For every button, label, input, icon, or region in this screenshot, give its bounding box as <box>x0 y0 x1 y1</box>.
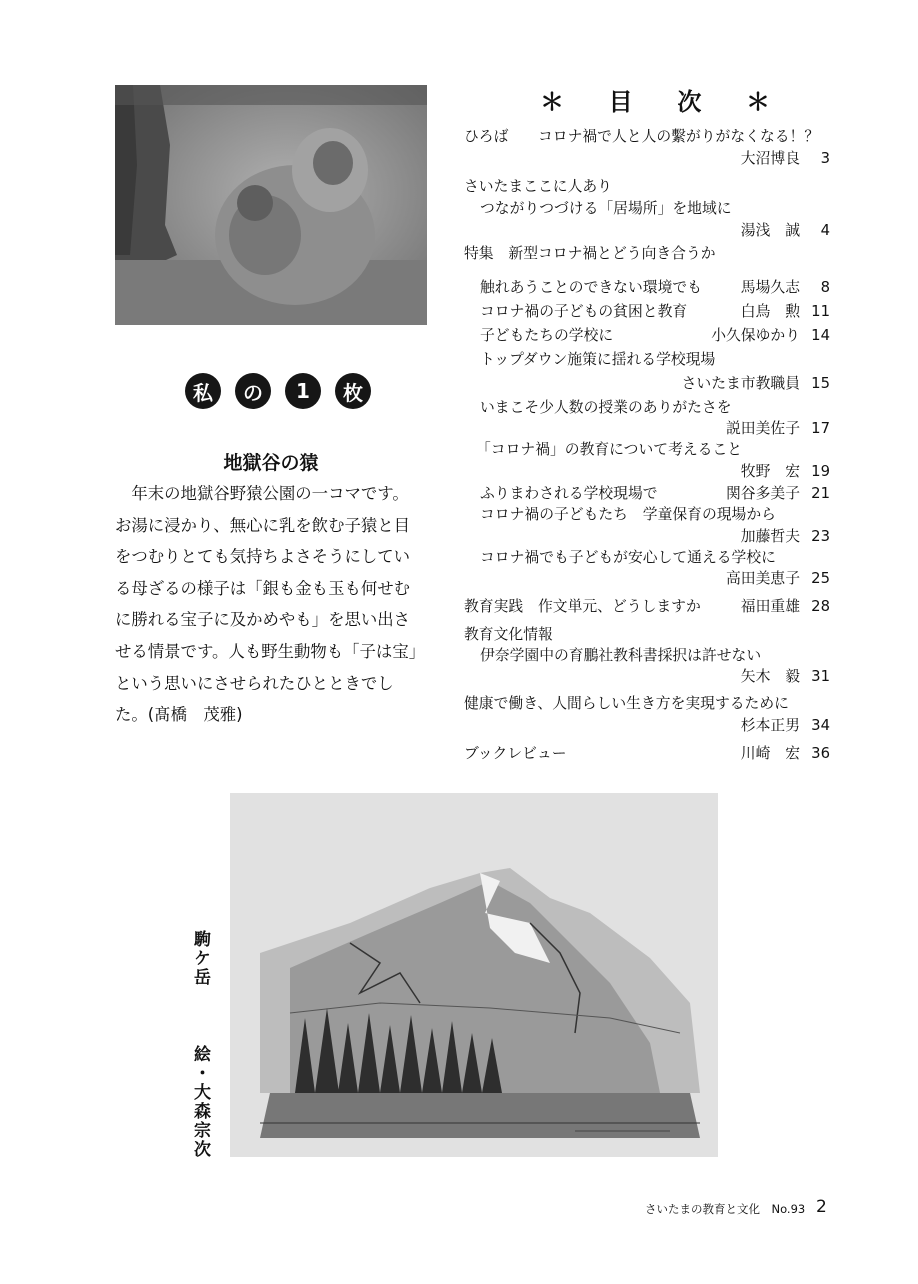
toc-row <box>480 198 830 220</box>
toc-page: 36 <box>811 745 830 762</box>
toc-author: 矢木 毅 <box>740 668 800 685</box>
toc-title: 伊奈学園中の育鵬社教科書採択は許せない <box>480 647 762 664</box>
essay-line: お湯に浸かり、無心に乳を飲む子猿と目 <box>115 515 411 535</box>
title-char: 枚 <box>335 373 371 409</box>
essay-line: る母ざるの様子は「銀も金も玉も何せむ <box>115 578 411 598</box>
toc-page: 21 <box>811 485 830 502</box>
toc-title: ひろば コロナ禍で人と人の繫がりがなくなる！？ <box>464 128 820 145</box>
essay-line: 年末の地獄谷野猿公園の一コマです。 <box>115 484 409 503</box>
toc-page: 31 <box>811 668 830 685</box>
toc-row <box>480 325 830 347</box>
toc-heading-char: 目 <box>608 88 633 116</box>
snow-monkey-photo <box>115 85 427 325</box>
toc-row <box>464 715 830 737</box>
toc-row <box>480 301 830 323</box>
toc-page: 8 <box>820 279 830 296</box>
toc-heading-char: ＊ <box>745 88 770 116</box>
toc-row <box>480 373 830 395</box>
toc-row <box>480 483 830 505</box>
toc-row <box>480 645 830 667</box>
title-char: の <box>235 373 271 409</box>
toc-title: 教育文化情報 <box>464 626 553 643</box>
toc-row <box>480 277 830 299</box>
toc-row <box>480 666 830 688</box>
toc-title: 特集 新型コロナ禍とどう向き合うか <box>464 245 716 262</box>
toc-row <box>464 743 830 765</box>
essay-line: をつむりとても気持ちよさそうにしてい <box>115 547 411 567</box>
toc-page: 11 <box>811 303 830 320</box>
toc-row <box>480 461 830 483</box>
toc-row <box>480 397 830 419</box>
toc-title: 子どもたちの学校に <box>480 327 614 344</box>
toc-page: 17 <box>811 420 830 437</box>
toc-title: いまこそ少人数の授業のありがたさを <box>480 399 732 416</box>
toc-author: 高田美恵子 <box>726 570 800 587</box>
toc-heading-char: 次 <box>677 88 702 116</box>
essay-body <box>115 478 429 731</box>
toc-author: 杉本正男 <box>740 717 800 734</box>
toc-title: さいたまここに人あり <box>464 178 612 195</box>
toc-row <box>464 596 830 618</box>
toc-page: 28 <box>811 598 830 615</box>
toc-row <box>480 568 830 590</box>
artwork-credit: 絵・大森宗次 <box>190 1045 210 1159</box>
toc-row <box>464 126 830 148</box>
toc-row <box>480 526 830 548</box>
title-char: 私 <box>185 373 221 409</box>
title-char: 1 <box>285 373 321 409</box>
toc-author: 馬場久志 <box>740 279 800 296</box>
toc-row <box>480 418 830 440</box>
toc-row <box>464 176 830 198</box>
artwork-title: 駒ケ岳 <box>190 930 210 987</box>
toc-author: 川崎 宏 <box>740 745 800 762</box>
toc-page: 23 <box>811 528 830 545</box>
toc-page: 4 <box>820 222 830 239</box>
toc-row <box>464 243 830 265</box>
toc-author: 関谷多美子 <box>726 485 800 502</box>
toc-page: 19 <box>811 463 830 480</box>
toc-title: つながりつづける「居場所」を地域に <box>480 200 732 217</box>
toc-author: さいたま市教職員 <box>681 375 800 392</box>
toc-page: 15 <box>811 375 830 392</box>
toc-heading-char: ＊ <box>540 88 564 116</box>
toc-author: 説田美佐子 <box>726 420 800 437</box>
my-one-photo-title <box>185 373 375 413</box>
toc-author: 加藤哲夫 <box>740 528 800 545</box>
toc-author: 小久保ゆかり <box>711 327 800 344</box>
toc-author: 湯浅 誠 <box>740 222 800 239</box>
toc-title: トップダウン施策に揺れる学校現場 <box>480 351 716 368</box>
toc-title: 教育実践 作文単元、どうしますか <box>464 598 701 615</box>
toc-row <box>480 547 830 569</box>
page-number: 2 <box>816 1197 827 1217</box>
toc-author: 白鳥 勲 <box>740 303 800 320</box>
toc-page: 34 <box>811 717 830 734</box>
toc-heading <box>540 82 770 117</box>
toc-title: ブックレビュー <box>464 745 567 762</box>
toc-title: コロナ禍の子どもの貧困と教育 <box>480 303 688 320</box>
toc-row <box>480 349 830 371</box>
toc-page: 25 <box>811 570 830 587</box>
toc-row <box>464 148 830 170</box>
mountain-drawing <box>230 793 718 1157</box>
essay-line: という思いにさせられたひとときでし <box>115 673 394 693</box>
toc-row <box>464 220 830 242</box>
toc-author: 牧野 宏 <box>740 463 800 480</box>
essay-line: せる情景です。人も野生動物も「子は宝」 <box>115 641 426 661</box>
toc-page: 3 <box>820 150 830 167</box>
toc-row <box>464 693 830 715</box>
toc-row <box>464 624 830 646</box>
essay-heading: 地獄谷の猿 <box>223 452 319 474</box>
toc-title: ふりまわされる学校現場で <box>480 485 658 502</box>
toc-title: コロナ禍でも子どもが安心して通える学校に <box>480 549 776 566</box>
toc-row <box>476 439 830 461</box>
publication-name: さいたまの教育と文化 No.93 <box>645 1202 806 1216</box>
toc-page: 14 <box>811 327 830 344</box>
toc-author: 福田重雄 <box>740 598 800 615</box>
toc-row <box>480 504 830 526</box>
toc-author: 大沼博良 <box>740 150 800 167</box>
essay-line: た。(髙橋 茂雅) <box>115 705 243 725</box>
toc-title: 「コロナ禍」の教育について考えること <box>476 441 743 458</box>
toc-title: 健康で働き、人間らしい生き方を実現するために <box>464 695 789 712</box>
toc-title: 触れあうことのできない環境でも <box>480 279 702 296</box>
essay-line: に勝れる宝子に及かめやも」を思い出さ <box>115 610 411 630</box>
toc-title: コロナ禍の子どもたち 学童保育の現場から <box>480 506 776 523</box>
